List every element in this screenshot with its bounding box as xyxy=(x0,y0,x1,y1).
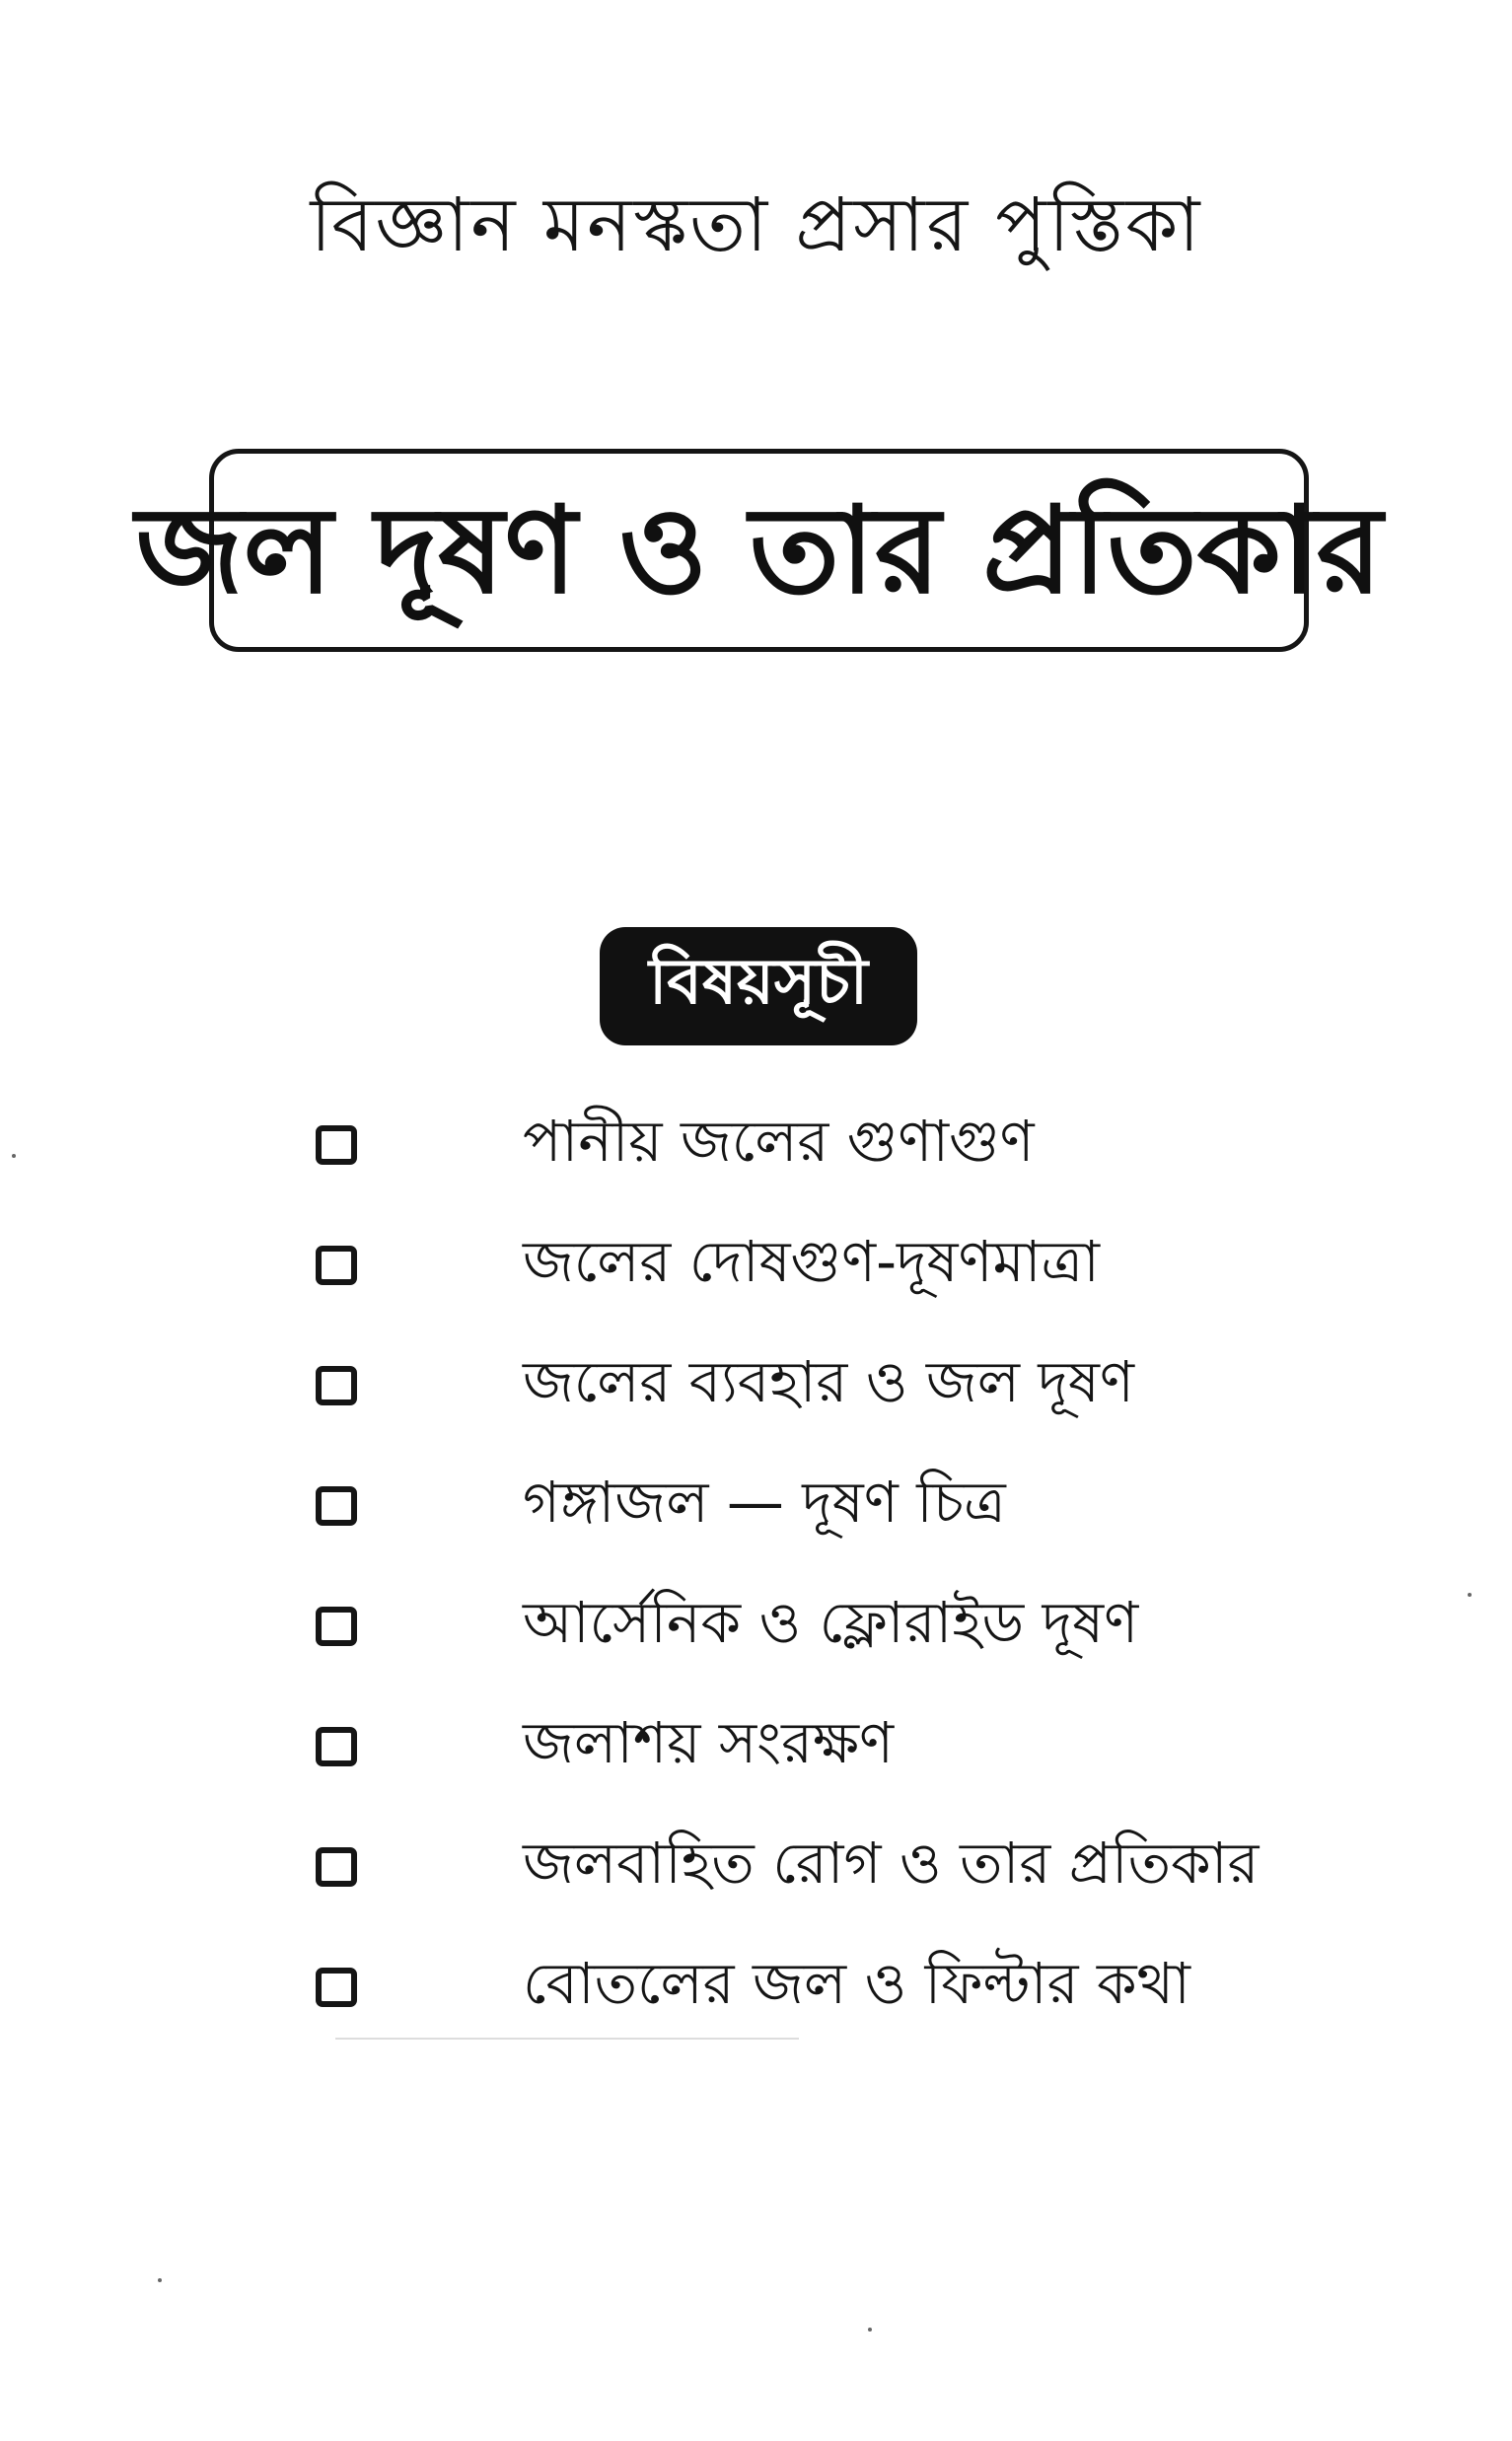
checkbox-icon xyxy=(316,1727,357,1766)
contents-item-label: গঙ্গাজল — দূষণ চিত্র xyxy=(523,1468,1006,1536)
contents-item xyxy=(316,1085,1401,1205)
scan-speck xyxy=(868,2328,872,2332)
contents-item xyxy=(316,1687,1401,1807)
contents-item xyxy=(316,1927,1401,2047)
contents-list xyxy=(316,1085,1401,2047)
checkbox-icon xyxy=(316,1486,357,1526)
contents-item xyxy=(316,1566,1401,1687)
checkbox-icon xyxy=(316,1968,357,2007)
checkbox-icon xyxy=(316,1847,357,1887)
contents-item xyxy=(316,1446,1401,1566)
checkbox-icon xyxy=(316,1366,357,1405)
contents-item-label: আর্সেনিক ও ফ্লোরাইড দূষণ xyxy=(523,1588,1139,1656)
scan-speck xyxy=(12,1154,16,1158)
contents-item xyxy=(316,1326,1401,1446)
contents-item-label: জলের ব্যবহার ও জল দূষণ xyxy=(523,1347,1134,1415)
scan-speck xyxy=(1468,1593,1472,1597)
checkbox-icon xyxy=(316,1125,357,1165)
contents-heading: বিষয়সূচী xyxy=(648,945,869,1019)
checkbox-icon xyxy=(316,1246,357,1285)
contents-item-label: জলের দোষগুণ-দূষণমাত্রা xyxy=(523,1227,1100,1295)
contents-heading-badge xyxy=(600,927,917,1045)
contents-item-label: বোতলের জল ও ফিল্টার কথা xyxy=(523,1949,1190,2017)
scan-speck xyxy=(158,2278,162,2282)
footer-rule xyxy=(335,2038,799,2040)
contents-item-label: জলবাহিত রোগ ও তার প্রতিকার xyxy=(523,1829,1260,1897)
contents-item xyxy=(316,1205,1401,1326)
title-box xyxy=(135,449,1383,652)
checkbox-icon xyxy=(316,1607,357,1646)
contents-item-label: জলাশয় সংরক্ষণ xyxy=(523,1708,895,1776)
series-title: বিজ্ঞান মনস্কতা প্রসার পুস্তিকা xyxy=(310,180,1202,268)
main-title: জল দূষণ ও তার প্রতিকার xyxy=(135,480,1383,620)
contents-item xyxy=(316,1807,1401,1927)
contents-item-label: পানীয় জলের গুণাগুণ xyxy=(523,1107,1035,1175)
